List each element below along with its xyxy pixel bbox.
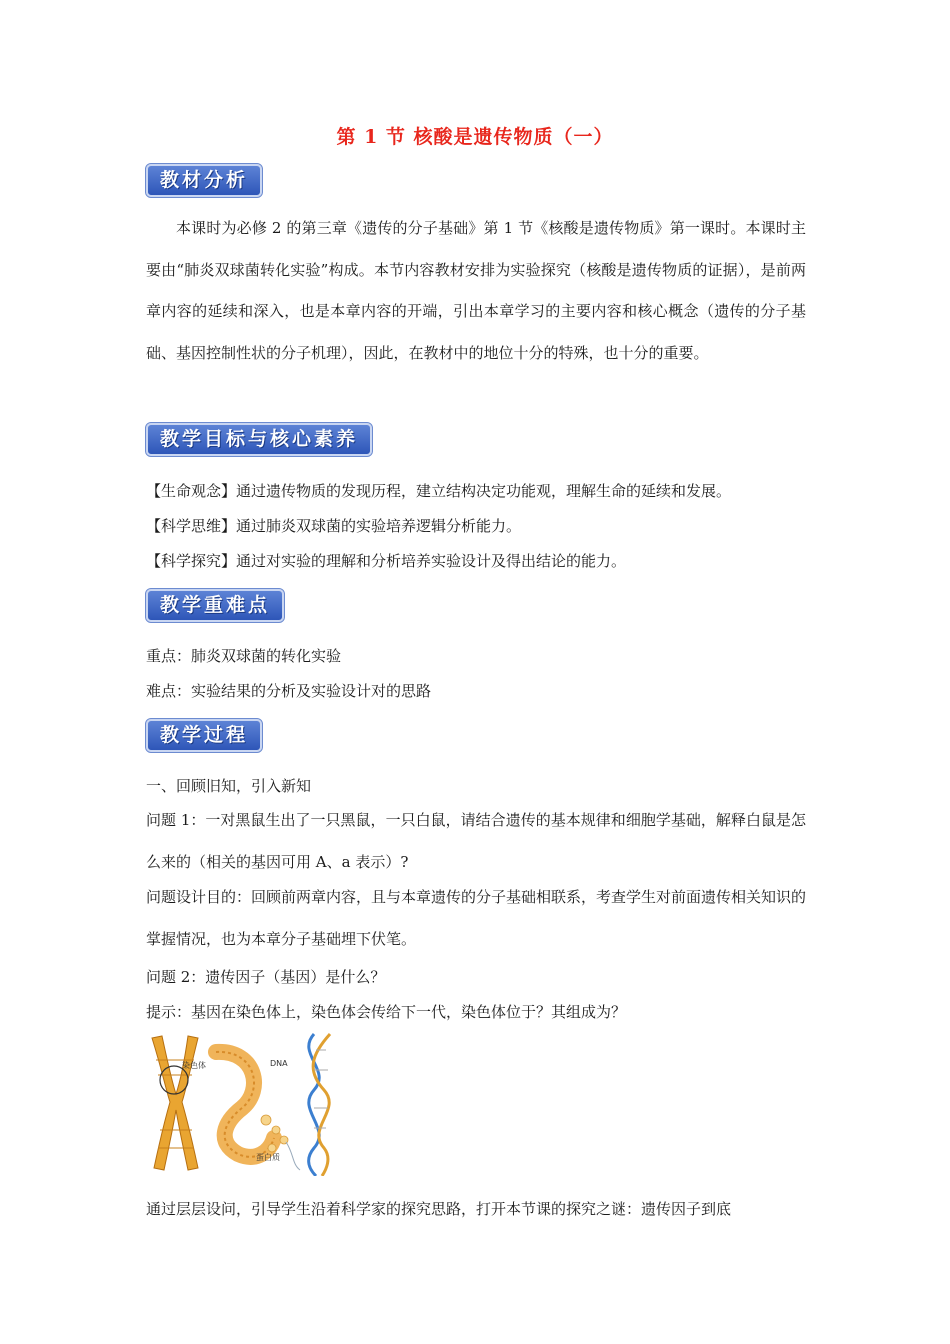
label-dna: DNA <box>270 1059 288 1068</box>
label-chromosome: 染色体 <box>182 1061 206 1070</box>
goal-life-concept: 【生命观念】通过遗传物质的发现历程，建立结构决定功能观，理解生命的延续和发展。 <box>146 482 732 500</box>
hint: 提示：基因在染色体上，染色体会传给下一代，染色体位于？其组成为？ <box>146 1003 627 1021</box>
label-protein: 蛋白质 <box>256 1153 280 1162</box>
closing-line: 通过层层设问，引导学生沿着科学家的探究思路，打开本节课的探究之谜：遗传因子到底 <box>146 1200 732 1218</box>
question-two: 问题 2：遗传因子（基因）是什么？ <box>146 968 386 986</box>
goal-scientific-thinking: 【科学思维】通过肺炎双球菌的实验培养逻辑分析能力。 <box>146 517 522 535</box>
section-heading-analysis: 教材分析 <box>146 164 262 197</box>
analysis-paragraph: 本课时为必修 2 的第三章《遗传的分子基础》第 1 节《核酸是遗传物质》第一课时。本课时主要由“肺炎双球菌转化实验”构成。本节内容教材安排为实验探究（核酸是遗传物质的证据），是前两章内容的延续和深入，也是本章内容的开端，引出本章学习的主要内容和核心概念（遗传的分子基础、基因控制性状的分子机理），因此，在教材中的地位十分的特殊，也十分的重要。 <box>146 219 806 362</box>
page-title: 第 1 节 核酸是遗传物质（一） <box>336 126 614 148</box>
section-heading-goals: 教学目标与核心素养 <box>146 423 372 456</box>
section-heading-process: 教学过程 <box>146 719 262 752</box>
process-step-one: 一、回顾旧知，引入新知 <box>146 777 312 795</box>
chromosome-dna-figure <box>146 1030 332 1176</box>
key-difficulty: 难点：实验结果的分析及实验设计对的思路 <box>146 682 432 700</box>
question-one: 问题 1：一对黑鼠生出了一只黑鼠，一只白鼠，请结合遗传的基本规律和细胞学基础，解释白鼠是怎么来的（相关的基因可用 A、a 表示）? <box>146 811 806 871</box>
key-focus: 重点：肺炎双球菌的转化实验 <box>146 647 342 665</box>
question-one-purpose: 问题设计目的：回顾前两章内容，且与本章遗传的分子基础相联系，考查学生对前面遗传相关知识的掌握情况，也为本章分子基础埋下伏笔。 <box>146 888 807 948</box>
section-heading-key-points: 教学重难点 <box>146 589 284 622</box>
goal-scientific-inquiry: 【科学探究】通过对实验的理解和分析培养实验设计及得出结论的能力。 <box>146 552 627 570</box>
